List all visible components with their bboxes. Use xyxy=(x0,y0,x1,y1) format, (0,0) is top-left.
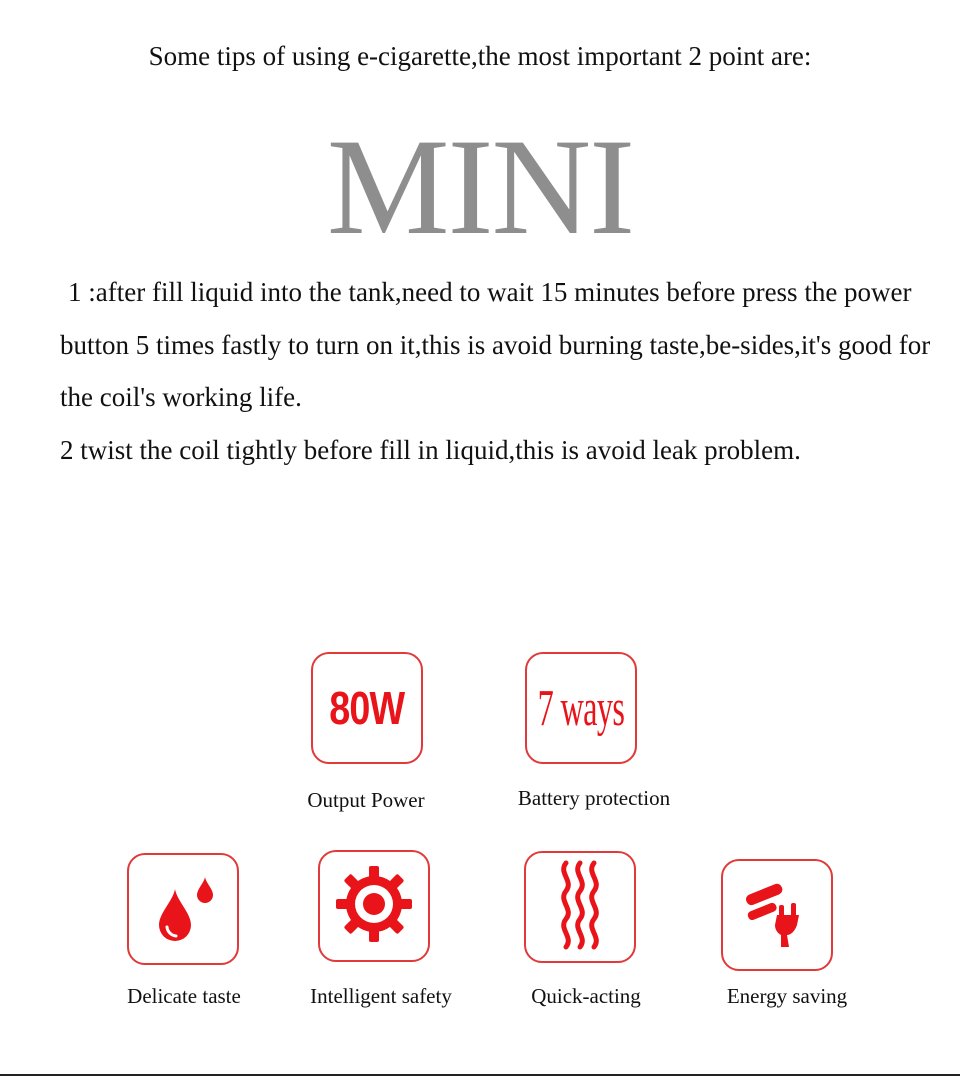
plug-icon xyxy=(737,873,817,958)
gear-icon xyxy=(334,864,414,949)
energy-saving-card xyxy=(721,859,833,971)
delicate-taste-label: Delicate taste xyxy=(127,984,241,1008)
intro-text: Some tips of using e-cigarette,the most important 2 point are: xyxy=(148,41,812,71)
bottom-divider xyxy=(0,1074,960,1076)
battery-protection-card xyxy=(525,652,637,764)
energy-saving-label: Energy saving xyxy=(726,984,848,1008)
tips-list xyxy=(60,266,940,476)
output-power-badge: 80W xyxy=(329,682,405,734)
output-power-card xyxy=(311,652,423,764)
battery-protection-badge: 7 ways xyxy=(537,679,625,737)
battery-protection-label: Battery protection xyxy=(517,786,671,810)
quick-acting-card xyxy=(524,851,636,963)
tip-2: 2 twist the coil tightly before fill in liquid,this is avoid leak problem. xyxy=(60,434,801,465)
droplets-icon xyxy=(143,867,223,952)
tip-1: 1 :after fill liquid into the tank,need to wait 15 minutes before press the power button 5 times fastly to turn on it,this is avoid burning taste,be-sides,it's good for the coil's working life. xyxy=(60,277,931,412)
intelligent-safety-card xyxy=(318,850,430,962)
heat-waves-icon xyxy=(540,857,620,958)
delicate-taste-card xyxy=(127,853,239,965)
quick-acting-label: Quick-acting xyxy=(531,984,641,1008)
intelligent-safety-label: Intelligent safety xyxy=(310,984,452,1008)
product-title: MINI xyxy=(326,110,634,263)
output-power-label: Output Power xyxy=(307,788,425,812)
